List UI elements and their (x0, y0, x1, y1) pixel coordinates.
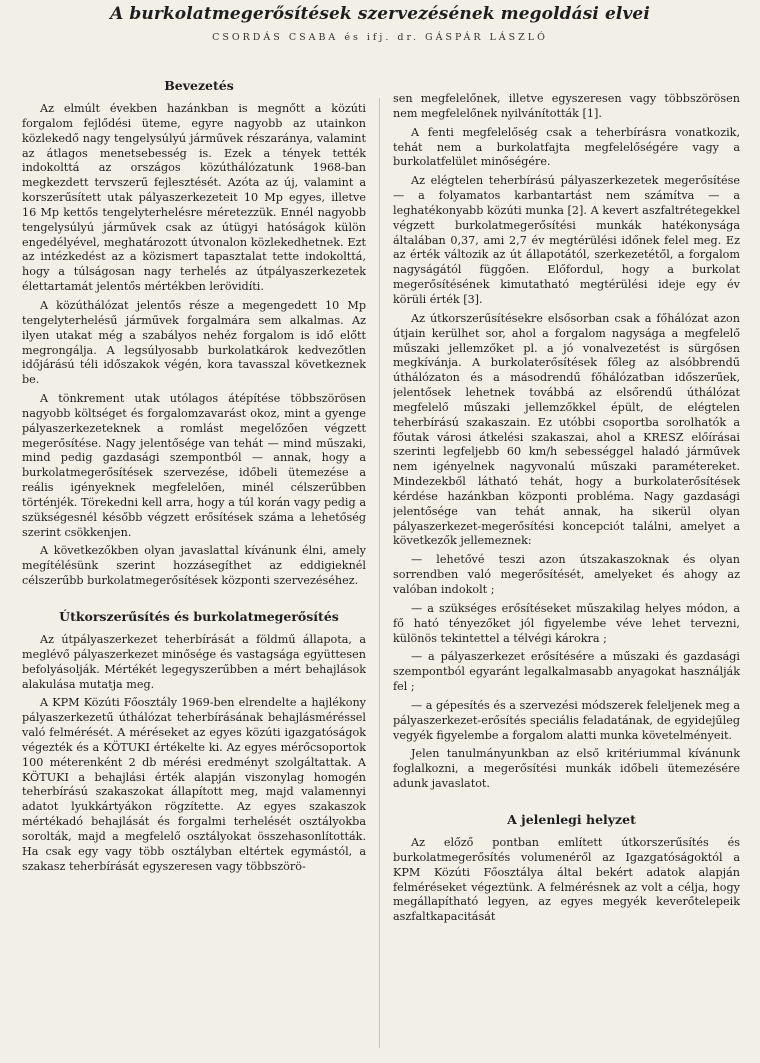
paragraph: A KPM Közúti Főosztály 1969-ben elrendelte a hajlékony pályaszerkezetű úthálózat teherbírásának behajlásméréssel való felmérését. A méréseket az egyes közúti igazgatóságok végezték és a KÖTUKI értékelte ki. Az egyes mérőcsoportok 100 méterenként 2 db mérési eredményt szolgáltattak. A KÖTUKI a behajlási érték alapján viszonylag homogén teherbírású szakaszokat állapított meg, majd valamennyi adatot lyukkártyákon rögzítette. Az egyes szakaszok mértékadó behajlását és forgalmi terhelését osztályokba sorolták, majd a megfelelő osztályokat összehasonlították. Ha csak egy vagy több osztályban eltértek egymástól, a szakasz teherbírását egyszeresen vagy többszörö- (22, 696, 366, 873)
section-heading-utkorszerusites: Útkorszerűsítés és burkolatmegerősítés (59, 609, 339, 624)
paragraph: A tönkrement utak utólagos átépítése többszörösen nagyobb költséget és forgalomzavarást okoz, mint a gyenge pályaszerkezeteknek a romlást megelőzően végzett megerősítése. Nagy jelentősége van tehát — mind műszaki, mind pedig gazdasági szempontból — annak, hogy a burkolatmegerősítések szervezése, időbeli ütemezése a reális igényeknek megfelelően, minél célszerűbben történjék. Törekedni kell arra, hogy a túl korán vagy pedig a szükségesnél később végzett erősítések száma a lehetőség szerint csökkenjen. (22, 392, 366, 539)
paragraph: Az elégtelen teherbírású pályaszerkezetek megerősítése — a folyamatos karbantartást nem számítva — a leghatékonyabb közúti munka [2]. A kevert aszfaltrétegekkel végzett burkolatmegerősítési munkák hatékonysága általában 0,37, ami 2,7 év megtérülési időnek felel meg. Ez az érték változik az út állapotától, szerkezetétől, a forgalom nagyságától függően. Előfordul, hogy a burkolat megerősítésének kimutatható megtérülési ideje egy év körüli érték [3]. (393, 174, 740, 306)
paragraph: A közúthálózat jelentős része a megengedett 10 Mp tengelyterhelésű járművek forgalmára sem alkalmas. Az ilyen utakat még a szabályos nehéz forgalom is idő előtt megrongálja. A legsúlyosabb burkolatkárok kedvezőtlen időjárású téli időszakok végén, kora tavasszal következnek be. (22, 298, 366, 387)
column-divider (379, 98, 380, 1048)
section-heading-bevezetes: Bevezetés (164, 78, 234, 93)
article-title: A burkolatmegerősítések szervezésének megoldási elvei (110, 4, 650, 24)
paragraph: Az útpályaszerkezet teherbírását a földmű állapota, a meglévő pályaszerkezet minősége és vastagsága együttesen befolyásolják. Mértékét legegyszerűbben a mért behajlások alakulása mutatja meg. (22, 633, 366, 691)
left-column (22, 58, 366, 1063)
paragraph: Jelen tanulmányunkban az első kritériummal kívánunk foglalkozni, a megerősítési munkák időbeli ütemezésére adunk javaslatot. (393, 747, 740, 791)
paragraph: A fenti megfelelőség csak a teherbírásra vonatkozik, tehát nem a burkolatfajta megfelelőségére vagy a burkolatfelület minőségére. (393, 125, 740, 169)
right-column (393, 92, 740, 1063)
article-authors: CSORDÁS CSABA és ifj. dr. GÁSPÁR LÁSZLÓ (212, 32, 548, 43)
paragraph: Az előző pontban említett útkorszerűsítés és burkolatmegerősítés volumenéről az Igazgatóságoktól a KPM Közúti Főosztálya által bekért adatok alapján felméréseket végeztünk. A felmérésnek az volt a célja, hogy megállapítható legyen, az egyes megyék keverőtelepeik aszfaltkapacitását (393, 835, 740, 924)
paragraph: Az elmúlt években hazánkban is megnőtt a közúti forgalom fejlődési üteme, egyre nagyobb az utainkon közlekedő nagy tengelysúlyú járművek részaránya, valamint az átlagos menetsebesség is. Ezek a tények tették indokolttá az országos közúthálózatunk 1968-ban megkezdett tervszerű fejlesztését. Azóta az új, valamint a korszerűsített utak pályaszerkezeteit 10 Mp egyes, illetve 16 Mp kettős tengelyterhelésre méretezzük. Ennél nagyobb tengelysúlyú járművek csak az útügyi hatóságok külön engedélyével, meghatározott útvonalon közlekedhetnek. Ezt az intézkedést az a közismert tapasztalat tette indokolttá, hogy a túlságosan nagy terhelés az útpályaszerkezetek élettartamát jelentős mértékben lerövidíti. (22, 102, 366, 294)
paragraph: Az útkorszerűsítésekre elsősorban csak a főhálózat azon útjain kerülhet sor, ahol a forgalom nagysága a megfelelő műszaki jellemzőket pl. a jó vonalvezetést is sürgősen megkívánja. A burkolaterősítések főleg az alsóbbrendű úthálózaton és a másodrendű főhálózatban időszerűek, jelentősek lehetnek továbbá az elsőrendű úthálózat megfelelő műszaki jellemzőkkel épült, de elégtelen teherbírású szakaszain. Ez utóbbi csoportba sorolhatók a főutak városi átkelési szakaszai, ahol a KRESZ előírásai szerinti legfeljebb 60 km/h sebességgel haladó járművek nem igényelnek nagyvonalú műszaki paramétereket. Mindezekből látható tehát, hogy a burkolaterősítések kérdése hazánkban központi probléma. Nagy gazdasági jelentősége van tehát annak, ha sikerül olyan pályaszerkezet-megerősítési koncepciót találni, amelyet a következők jellemeznek: (393, 311, 740, 548)
section-heading-jelenlegi-helyzet: A jelenlegi helyzet (507, 811, 636, 827)
list-item: — a szükséges erősítéseket műszakilag helyes módon, a fő ható tényezőket jól figyelembe véve lehet tervezni, különös tekintettel a télvégi károkra ; (393, 601, 740, 645)
paragraph-continued: sen megfelelőnek, illetve egyszeresen vagy többszörösen nem megfelelőnek nyilvánították [1]. (393, 92, 740, 120)
list-item: — a gépesítés és a szervezési módszerek feleljenek meg a pályaszerkezet-erősítés speciális feladatának, de egyidejűleg vegyék figyelembe a forgalom alatti munka követelményeit. (393, 698, 740, 742)
list-item: — a pályaszerkezet erősítésére a műszaki és gazdasági szempontból egyaránt legalkalmasabb anyagokat használják fel ; (393, 650, 740, 694)
paragraph: A következőkben olyan javaslattal kívánunk élni, amely megítélésünk szerint hozzásegíthet az eddigieknél célszerűbb burkolatmegerősítések központi szervezéséhez. (22, 544, 366, 588)
list-item: — lehetővé teszi azon útszakaszoknak és olyan sorrendben való megerősítését, amelyeket és ahogy az valóban indokolt ; (393, 553, 740, 596)
